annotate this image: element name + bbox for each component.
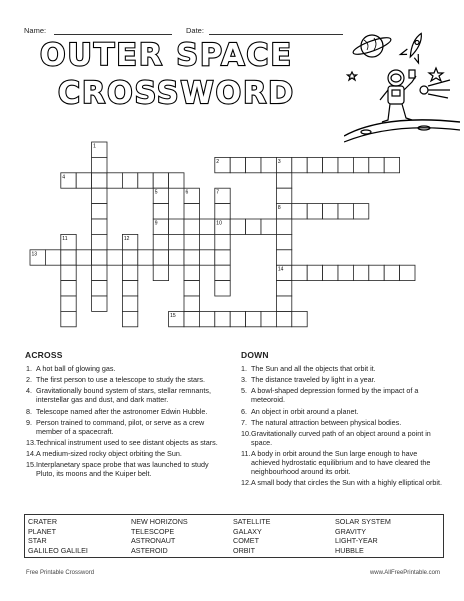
grid-cell[interactable] [45, 250, 60, 265]
clue-text: The distance traveled by light in a year. [251, 375, 376, 385]
grid-cell[interactable] [122, 281, 137, 296]
grid-cell[interactable] [400, 265, 415, 280]
across-heading: ACROSS [25, 350, 63, 360]
clue-text: The Sun and all the objects that orbit it. [251, 364, 376, 373]
grid-cell[interactable] [153, 234, 168, 249]
down-clue [241, 386, 447, 404]
grid-cell[interactable] [338, 265, 353, 280]
clue-number: 2. [26, 375, 32, 385]
down-clue [241, 407, 447, 416]
clue-text: A medium-sized rocky object orbiting the Sun. [36, 449, 182, 459]
clue-number: 5. [241, 386, 247, 396]
grid-cell[interactable] [276, 296, 291, 311]
word-bank-entry: COMET [233, 536, 259, 546]
grid-cell[interactable] [184, 219, 199, 234]
word-bank-entry: LIGHT-YEAR [335, 536, 378, 546]
grid-cell[interactable] [230, 157, 245, 172]
clue-text: Interplanetary space probe that was launched to study Pluto, its moons and the Kuiper belt. [36, 460, 209, 479]
grid-cell[interactable] [92, 265, 107, 280]
clue-number: 9. [26, 417, 32, 427]
clue-number: 1. [241, 364, 247, 373]
grid-cell[interactable] [276, 250, 291, 265]
grid-cell[interactable] [122, 250, 137, 265]
grid-cell[interactable] [184, 281, 199, 296]
clue-number: 14. [26, 449, 36, 459]
clue-text: A bowl-shaped depression formed by the impact of a meteoroid. [251, 386, 419, 405]
grid-cell[interactable] [199, 219, 214, 234]
grid-cell[interactable] [353, 157, 368, 172]
grid-cell[interactable] [307, 204, 322, 219]
grid-cell[interactable] [92, 157, 107, 172]
word-bank-entry: SATELLITE [233, 517, 271, 526]
word-bank-entry: NEW HORIZONS [131, 517, 188, 526]
word-bank-entry: ORBIT [233, 545, 255, 555]
clue-text: The natural attraction between physical bodies. [251, 417, 402, 427]
grid-cell[interactable] [307, 265, 322, 280]
grid-cell[interactable] [122, 296, 137, 311]
grid-cell[interactable] [230, 311, 245, 326]
grid-cell[interactable] [153, 204, 168, 219]
grid-number: 14 [277, 266, 284, 273]
grid-cell[interactable] [61, 265, 76, 280]
clue-number: 4. [26, 386, 32, 396]
grid-cell[interactable] [92, 250, 107, 265]
across-clue [26, 438, 226, 447]
grid-cell[interactable] [169, 250, 184, 265]
grid-cell[interactable] [122, 173, 137, 188]
clue-text: Gravitationally curved path of an object around a point in space. [251, 428, 431, 447]
across-clue [26, 418, 226, 436]
grid-cell[interactable] [384, 157, 399, 172]
grid-cell[interactable] [276, 234, 291, 249]
grid-cell[interactable] [246, 311, 261, 326]
clue-text: Telescope named after the astronomer Edwin Hubble. [36, 406, 208, 416]
grid-cell[interactable] [184, 250, 199, 265]
grid-number: 6 [185, 189, 189, 196]
grid-cell[interactable] [384, 265, 399, 280]
word-bank-entry: CRATER [28, 517, 58, 526]
across-clue [26, 460, 226, 478]
grid-cell[interactable] [276, 281, 291, 296]
clue-text: An object in orbit around a planet. [251, 406, 359, 416]
grid-cell[interactable] [276, 173, 291, 188]
grid-cell[interactable] [369, 157, 384, 172]
grid-number: 13 [31, 251, 38, 258]
grid-cell[interactable] [215, 250, 230, 265]
down-clue-list [241, 364, 447, 490]
grid-cell[interactable] [61, 281, 76, 296]
down-clue [241, 478, 447, 487]
grid-cell[interactable] [92, 204, 107, 219]
grid-cell[interactable] [169, 173, 184, 188]
grid-cell[interactable] [353, 265, 368, 280]
grid-number: 9 [154, 220, 158, 227]
grid-cell[interactable] [199, 311, 214, 326]
grid-cell[interactable] [92, 234, 107, 249]
clue-number: 1. [26, 364, 32, 373]
grid-cell[interactable] [261, 219, 276, 234]
word-bank-entry: GALILEO GALILEI [28, 545, 88, 555]
down-clue [241, 375, 447, 384]
grid-cell[interactable] [76, 250, 91, 265]
grid-cell[interactable] [215, 281, 230, 296]
footer-left: Free Printable Crossword [26, 570, 95, 576]
grid-cell[interactable] [138, 173, 153, 188]
word-bank-entry: SOLAR SYSTEM [335, 517, 391, 526]
clue-text: Gravitationally bound system of stars, stellar remnants, interstellar gas and dust, and dark matter. [36, 386, 211, 405]
grid-cell[interactable] [292, 265, 307, 280]
grid-cell[interactable] [184, 265, 199, 280]
grid-cell[interactable] [215, 204, 230, 219]
grid-cell[interactable] [61, 311, 76, 326]
grid-cell[interactable] [184, 311, 199, 326]
grid-cell[interactable] [215, 265, 230, 280]
grid-cell[interactable] [122, 265, 137, 280]
grid-cell[interactable] [107, 250, 122, 265]
grid-number: 1 [93, 143, 96, 150]
grid-cell[interactable] [323, 157, 338, 172]
grid-number: 7 [216, 189, 220, 196]
clue-number: 7. [241, 417, 247, 427]
clue-number: 8. [26, 406, 32, 416]
grid-cell[interactable] [122, 311, 137, 326]
grid-cell[interactable] [92, 219, 107, 234]
grid-cell[interactable] [246, 219, 261, 234]
grid-cell[interactable] [184, 234, 199, 249]
across-clue [26, 386, 226, 404]
clue-text: The first person to use a telescope to study the stars. [36, 375, 205, 385]
grid-cell[interactable] [184, 296, 199, 311]
grid-cell[interactable] [215, 234, 230, 249]
grid-cell[interactable] [276, 188, 291, 203]
grid-cell[interactable] [215, 311, 230, 326]
grid-number: 12 [123, 235, 130, 242]
grid-number: 15 [170, 312, 176, 319]
grid-cell[interactable] [292, 311, 307, 326]
clue-number: 12. [241, 478, 251, 488]
word-bank-entry: GRAVITY [335, 526, 367, 536]
date-label: Date: [186, 26, 204, 35]
grid-number: 11 [62, 235, 68, 242]
grid-cell[interactable] [76, 173, 91, 188]
grid-cell[interactable] [92, 296, 107, 311]
grid-cell[interactable] [338, 157, 353, 172]
grid-cell[interactable] [353, 204, 368, 219]
grid-cell[interactable] [61, 296, 76, 311]
grid-number: 5 [154, 189, 158, 196]
down-heading: DOWN [241, 350, 269, 360]
clue-number: 6. [241, 406, 247, 416]
grid-cell[interactable] [107, 173, 122, 188]
down-clue [241, 449, 447, 476]
grid-number: 2 [216, 158, 220, 165]
across-clue [26, 449, 226, 458]
down-clue [241, 418, 447, 427]
grid-number: 3 [277, 158, 281, 165]
grid-cell[interactable] [61, 250, 76, 265]
grid-number: 10 [216, 220, 222, 227]
grid-cell[interactable] [169, 219, 184, 234]
clue-number: 11. [241, 449, 251, 459]
name-label: Name: [24, 26, 47, 35]
grid-cell[interactable] [369, 265, 384, 280]
grid-cell[interactable] [92, 281, 107, 296]
grid-cell[interactable] [276, 311, 291, 326]
word-bank-entry: ASTEROID [131, 545, 168, 555]
grid-cell[interactable] [307, 157, 322, 172]
grid-cell[interactable] [323, 265, 338, 280]
word-bank-entry: HUBBLE [335, 545, 364, 555]
across-clue [26, 375, 226, 384]
word-bank-entry: ASTRONAUT [131, 536, 176, 546]
grid-cell[interactable] [153, 265, 168, 280]
clue-text: A hot ball of glowing gas. [36, 364, 116, 373]
grid-cell[interactable] [246, 157, 261, 172]
clue-number: 10. [241, 428, 251, 438]
grid-number: 8 [277, 205, 281, 212]
clue-text: A body in orbit around the Sun large enough to have achieved hydrostatic equilibrium and to have cleared the neighbourhood around its orbit. [251, 449, 431, 477]
grid-cell[interactable] [230, 219, 245, 234]
grid-cell[interactable] [276, 219, 291, 234]
word-bank-entry: GALAXY [233, 526, 262, 536]
grid-cell[interactable] [338, 204, 353, 219]
down-clue [241, 429, 447, 447]
down-clue [241, 364, 447, 373]
across-clue [26, 364, 226, 373]
clue-text: Person trained to command, pilot, or serve as a crew member of a spacecraft. [36, 417, 205, 436]
clue-number: 15. [26, 460, 36, 470]
grid-cell[interactable] [199, 250, 214, 265]
grid-cell[interactable] [153, 173, 168, 188]
grid-cell[interactable] [92, 188, 107, 203]
word-bank-entry: PLANET [28, 526, 56, 536]
grid-cell[interactable] [323, 204, 338, 219]
footer-right: www.AllFreePrintable.com [369, 570, 440, 576]
clue-number: 13. [26, 437, 36, 447]
grid-cell[interactable] [138, 250, 153, 265]
clue-number: 3. [241, 375, 247, 385]
across-clue [26, 407, 226, 416]
grid-cell[interactable] [292, 157, 307, 172]
grid-cell[interactable] [261, 157, 276, 172]
grid-cell[interactable] [261, 311, 276, 326]
grid-cell[interactable] [184, 204, 199, 219]
clue-text: Technical instrument used to see distant objects as stars. [36, 437, 218, 447]
title-line-2: CROSSWORD [58, 76, 296, 111]
title-line-1: OUTER SPACE [40, 38, 293, 73]
grid-cell[interactable] [92, 173, 107, 188]
word-bank-entry: TELESCOPE [131, 526, 175, 536]
grid-cell[interactable] [153, 250, 168, 265]
word-bank [24, 514, 444, 558]
across-clue-list [26, 364, 226, 481]
clue-text: A small body that circles the Sun with a highly elliptical orbit. [251, 478, 442, 488]
word-bank-entry: STAR [28, 536, 47, 546]
grid-cell[interactable] [292, 204, 307, 219]
grid-number: 4 [62, 174, 66, 181]
